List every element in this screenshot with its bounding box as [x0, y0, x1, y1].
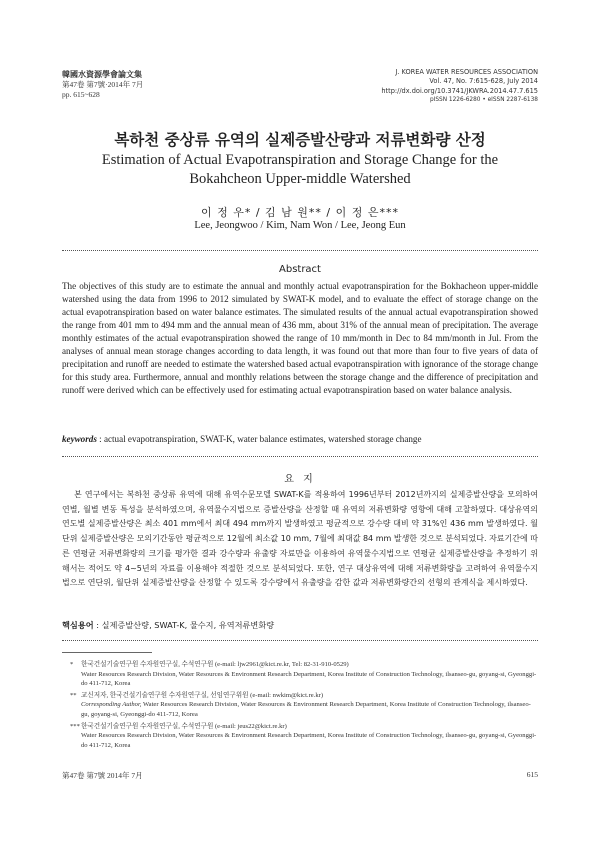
footnote-3: [70, 722, 538, 751]
journal-header-right: [381, 68, 538, 106]
divider-top: [62, 250, 538, 251]
summary-text: 본 연구에서는 복하천 중상류 유역에 대해 유역수문모델 SWAT-K를 적용하여 1996년부터 2012년까지의 실제증발산량을 모의하여 연별, 월별 변동 특성을 분석하였으며, 유역물수지법으로 증발산량을 산정할 때 유역의 저류변화량 영향에 대해 고찰하였다. 대상유역의 연도별 실제증발산량은 최소 401 mm에서 최대 494 mm까지 발생하였고 평균적으로 강수량 대비 약 31%인 436 mm 발생하였다. 월단위 실제증발산량은 모의기간동안 평균적으로 12월에 최소값 10 mm, 7월에 최대값 84 mm 발생한 것으로 분석되었다. 자료기간에 따른 연평균 저류변화량의 크기를 평가한 결과 강수량과 유출량 자료만을 이용하여 유역물수지법으로 연평균 실제증발산량을 추정하기 위해서는 적어도 약 4~5년의 자료를 이용해야 적절한 것으로 분석되었다. 또한, 연구 대상유역에 대해 저류변화량을 고려하여 유역물수지법으로 연단위, 월단위 실제증발산량을 산정할 수 있도록 강수량에서 유출량을 감한 값과 저류변화량간의 선형의 관계식을 제시하였다.: [62, 490, 538, 588]
page-range: pp. 615~628: [62, 90, 100, 99]
abstract-heading: Abstract: [279, 264, 321, 275]
footnote-affiliation-ko: 한국건설기술연구원 수자원연구실, 수석연구원 (e-mail: ljw2961@kict.re.kr, Tel: 82-31-910-0529): [81, 661, 349, 668]
footnote-rule: [62, 652, 152, 653]
keywords-label: keywords: [62, 434, 97, 444]
footnote-affiliation-ko: 한국건설기술연구원 수자원연구실, 수석연구원 (e-mail: jeus22@kict.re.kr): [81, 722, 287, 730]
authors-korean: 이 정 우* / 김 남 원** / 이 정 은***: [200, 206, 399, 219]
journal-name-korean: 韓國水資源學會論文集: [62, 70, 142, 79]
footnotes: [70, 660, 538, 750]
keywords: [62, 434, 538, 444]
title-korean: 복하천 중상류 유역의 실제증발산량과 저류변화량 산정: [114, 131, 486, 149]
footnote-mark: *: [70, 661, 74, 668]
core-terms-label: 핵심용어: [62, 620, 94, 630]
corresponding-author-label: Corresponding Author,: [81, 701, 142, 709]
core-terms-text: : 실제증발산량, SWAT-K, 물수지, 유역저류변화량: [96, 620, 275, 630]
summary-heading: 요 지: [284, 474, 316, 485]
footnote-affiliation-en: [81, 700, 538, 719]
footnote-2: [70, 691, 538, 720]
authors-english: Lee, Jeongwoo / Kim, Nam Won / Lee, Jeong Eun: [194, 220, 406, 231]
footnote-affiliation-en: Water Resources Research Division, Water Resources & Environment Research Department, Korea Institute of Construction Technology, ilsanseo-gu, goyang-si, Gyeonggi-do 411-712, Korea: [81, 670, 537, 688]
footer-volume: 第47卷 第7號 2014年 7月: [62, 771, 143, 780]
footnote-1: [70, 660, 538, 689]
title-english-line1: Estimation of Actual Evapotranspiration and Storage Change for the: [101, 152, 499, 168]
abstract-text: The objectives of this study are to estimate the annual and monthly actual evapotranspiration for the Bokhacheon upper-middle watershed using the data from 1996 to 2012 simulated by SWAT-K model, and to evaluate the effect of storage change on the actual evapotranspiration based on water balance estimates. The simulated results of the annual actual evapotranspiration showed the range from 401 mm to 494 mm and the annual mean of 436 mm, about 31% of the annual mean of precipitation. The average monthly estimates of the actual evapotranspiration showed the range of 10 mm/month in Dec to 84 mm/month in Jul. From the analyses of annual mean storage changes according to data length, it was found out that more than four to five years of data of precipitation and runoff are needed to estimate the watershed based actual evapotranspiration with ignorance of the storage change for this study area. Furthermore, annual and monthly relations between the storage change and the difference of precipitation and runoff were derived which can be effectively used for estimating actual evapotranspiration based on water balance analysis.: [62, 281, 538, 395]
journal-name-english: J. KOREA WATER RESOURCES ASSOCIATION: [395, 68, 538, 76]
divider-middle: [62, 456, 538, 457]
title-english: [0, 151, 600, 189]
keywords-text: : actual evapotranspiration, SWAT-K, water balance estimates, watershed storage change: [99, 434, 422, 444]
core-terms: [62, 620, 274, 631]
footnote-affiliation-en-text: Water Resources Research Division, Water Resources & Environment Research Department, Korea Institute of Construction Technology, ilsanseo-gu, goyang-si, Gyeonggi-do 411-712, Korea: [81, 701, 531, 718]
volume-english: Vol. 47, No. 7:615-628, July 2014: [429, 77, 538, 86]
doi-link[interactable]: http://dx.doi.org/10.3741/JKWRA.2014.47.7.615: [381, 86, 538, 95]
footnote-mark: **: [70, 691, 77, 699]
footnote-mark: ***: [70, 722, 80, 730]
footnote-affiliation-ko: 교신저자, 한국건설기술연구원 수자원연구실, 선임연구위원 (e-mail: nwkim@kict.re.kr): [81, 691, 324, 699]
issn: pISSN 1226-6280 • eISSN 2287-6138: [429, 97, 538, 104]
divider-bottom: [62, 640, 538, 641]
title-english-line2: Bokahcheon Upper-middle Watershed: [189, 171, 411, 187]
page-number: 615: [526, 770, 538, 779]
journal-header-left: [62, 70, 143, 100]
volume-korean: 第47卷 第7號·2014年 7月: [62, 80, 144, 89]
footnote-affiliation-en: Water Resources Research Division, Water Resources & Environment Research Department, Korea Institute of Construction Technology, ilsanseo-gu, goyang-si, Gyeonggi-do 411-712, Korea: [81, 732, 537, 749]
